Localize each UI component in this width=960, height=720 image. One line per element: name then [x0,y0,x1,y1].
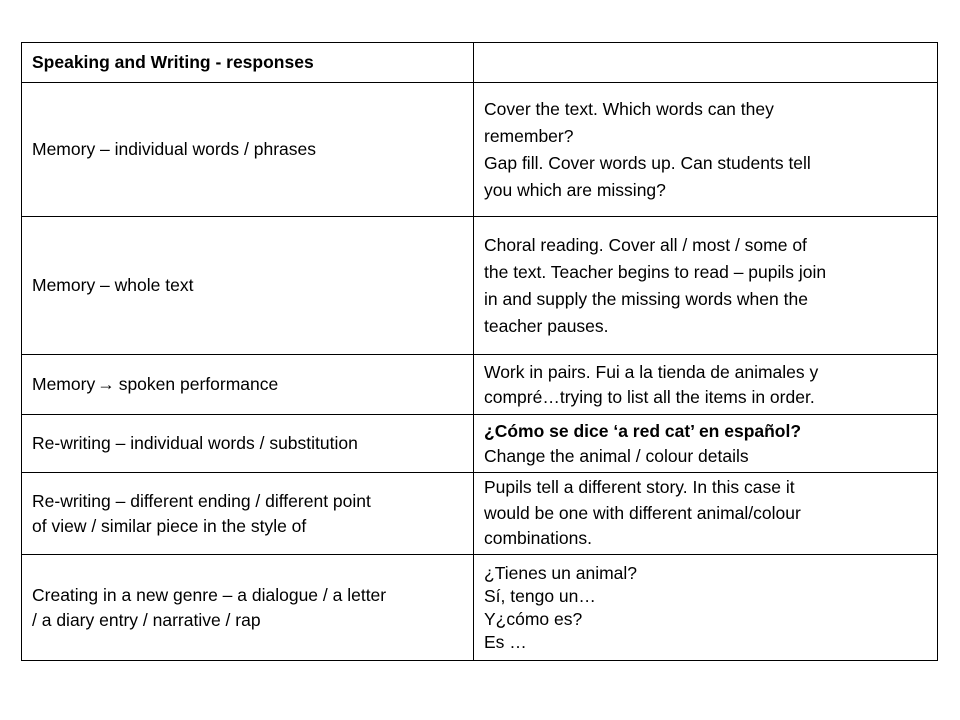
description-line: Cover the text. Which words can they [484,98,774,119]
description-line: combinations. [484,528,592,549]
description-cell [474,217,938,355]
activity-line: of view / similar piece in the style of [32,515,307,536]
table-row [22,473,938,555]
activity-cell [22,555,474,661]
description-line: teacher pauses. [484,315,609,336]
activity-cell [22,355,474,415]
activity-cell: Memory – whole text [22,217,474,355]
description-question: ¿Cómo se dice ‘a red cat’ en español? [484,421,802,441]
right-arrow-icon: → [97,374,115,395]
description-line: Y¿cómo es? [484,608,583,629]
table-header-empty-cell [474,43,938,83]
description-line: in and supply the missing words when the [484,288,808,309]
activity-suffix: spoken performance [118,374,279,395]
table-row [22,83,938,217]
description-line: Gap fill. Cover words up. Can students tell [484,152,811,173]
table-header-row [22,43,938,83]
description-cell [474,473,938,555]
description-cell [474,355,938,415]
activity-line: Re-writing – different ending / different point [32,491,371,511]
table-title: Speaking and Writing - responses [22,43,474,83]
activity-cell: Re-writing – individual words / substitution [22,415,474,473]
description-cell [474,83,938,217]
table-row [22,217,938,355]
description-line: Work in pairs. Fui a la tienda de animales y [484,362,819,382]
description-line: Sí, tengo un… [484,585,596,606]
activity-cell [22,473,474,555]
description-line: the text. Teacher begins to read – pupils join [484,261,827,282]
activity-line: Creating in a new genre – a dialogue / a letter [32,585,387,605]
table-row [22,555,938,661]
responses-table [21,42,938,661]
description-line: Choral reading. Cover all / most / some of [484,234,807,255]
description-line: Pupils tell a different story. In this case it [484,477,795,498]
description-line: ¿Tienes un animal? [484,562,638,583]
description-line: Change the animal / colour details [484,445,749,466]
activity-prefix: Memory [32,374,96,395]
activity-line: / a diary entry / narrative / rap [32,609,261,630]
description-line: you which are missing? [484,179,666,200]
description-line: remember? [484,125,574,146]
table-row [22,355,938,415]
table-row [22,415,938,473]
activity-cell: Memory – individual words / phrases [22,83,474,217]
description-cell [474,415,938,473]
description-line: would be one with different animal/colour [484,502,801,523]
description-cell [474,555,938,661]
description-line: Es … [484,631,527,652]
description-line: compré…trying to list all the items in order. [484,386,815,407]
